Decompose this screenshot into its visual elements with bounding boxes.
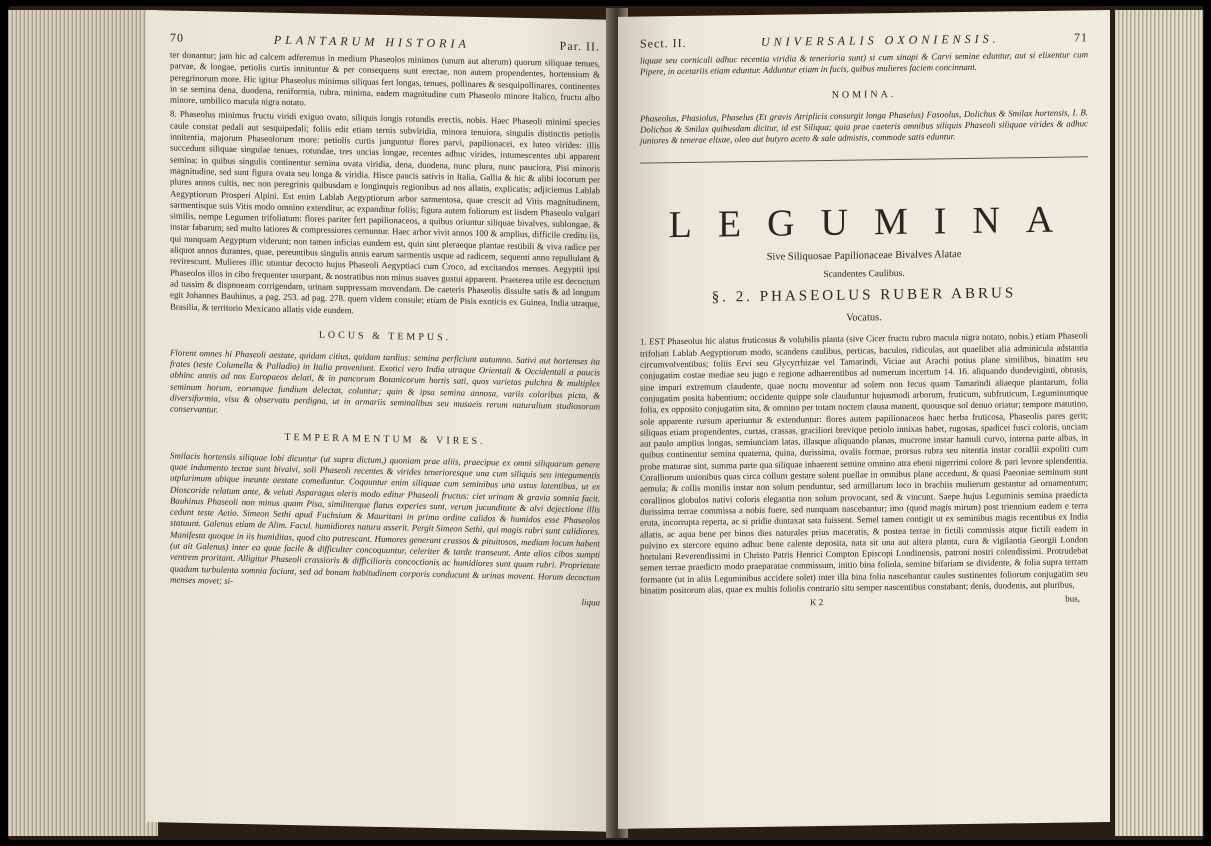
nomina-heading: NOMINA. [831,88,897,101]
left-catchword: liqua [581,597,600,608]
right-section-label: Sect. II. [640,35,687,51]
legumina-title: LEGUMINA [668,198,1080,247]
left-paragraph-2: 8. Phaseolus minimus fructu viridi exiguo ovato, siliquis longis rotundis erectis, nobis. Haec Phaseoli minimi species caule constat pedali aut sesquipedali; foliis edit etiam ternis subviridia, minora tenuiora, singulis distinctis petiolis innitentia, majorum Phaseolorum more: petiolis curtis junguntur flores parvi, papilionacei, ex luteo virides: illis succedunt siliquae singulae tenues, rotundae, tres uncias longae, recentes adhuc virides, intumescentes ubi apparent semina; in quibus singulis continentur semina ovata viridia, dena, duodena, nunc plura, nunc pauciora, Pisi minoris magnitudine, sed sunt figura ovata seu longa & viridia. Hisce paucis sativis in Italia, Gallia & hic & alibi locorum per plures annos cultis, nec non peregrinis quibusdam e longinquis regionibus ad nos allatis, explicatis; adjiciemus Lablab Aegyptiorum Prosperi Alpini. Est enim Lablab Aegyptiorum arbor sarmentosa, quae crescit ad Vitis magnitudinem, sarmentisque suis Vitis modo omnino extenditur, ac expanditur foliis; figura autem foliorum est iisdem Phaseolo vulgari similis, nempe Legumen trifoliatum: flores pariter fert papilionaceos, a quibus oriuntur siliquae bivalves, sublongae, & instar fabarum; sed multo latiores & compressiores cernuntur. Haec arbor vivit annos 100 & amplius, difficile creditu iis, qui nunquam Aegyptum viderunt; non tamen inficias eundem est, quin sint pleraeque plantae restibili & viva radice per aliquot annos durantes, quae, pereuntibus singulis annis earum sarmentis usque ad radicem, sequenti anno repullulant & revirescunt. Mulieres illic utuntur decocto hujus Phaseoli Aegyptiaci cum Croco, ad excitandos menses. Aegyptii ipsi Phaseolos illos in cibo frequenter usurpant, & nostratibus non minus suaves gustui apparent. Praeterea utile est decoctum ad tussim & dispnoeam corrigendam, urinam suppressam movendam. De caeteris Phaseolis dissulte satis & ad longum egit Johannes Bauhinus, a pag. 253. ad pag. 278. quem videm consule; etiam de Pisis exoticis ex Guinea, India utraque, Brasilia, & territorio Mexicano allatis vide eundem. [170,108,600,315]
nomina-text: Phaseolus, Phasiolus, Phaselus (Et gravis Atriplicis consurgit longa Phaselus) Fasoolus, Dolichus & Smilax hortensis, I. B. Dolichos & Smilax quibusdam dicitur, id est Siliqua; quia prae caeteris omnibus siliquis Phaseoli siliquae virides & adhuc juniores & tenerae elixae, oleo aut butyro aceto & sale admistis, commode satis eduntur. [640,106,1088,146]
legumina-subtitle-2: Scandentes Caulibus. [823,269,905,281]
left-page-number: 70 [170,30,184,45]
right-page [618,10,1110,829]
right-running-title: UNIVERSALIS OXONIENSIS. [761,31,1000,49]
locus-text: Florent omnes hi Phaseoli aestate, quidam citius, quidam tardius: semina perficiunt autumno. Sativi aut hortenses ita frates (teste Columella & Palladio) in Italia proveniunt. Exotici vero India utraque Orientali & Occidentali a paucis abhinc annis ad nos Europaeos delati, & in pancorum Botanicorum hortis sati, quos varietas pulchra & multiplex seminum horum, eorumque fundium delectat, coluntur; quin & ipsa semina annosa, variis coloribus picta, & diversiformia, visu & observatu perdigna, ut in armariis seminalibus seu musaeis rerum naturalium studiosorum conservantur. [170,347,600,415]
right-running-head [640,30,1088,51]
right-page-edges [1115,10,1203,836]
phaseolus-subheading: Vocatus. [846,312,882,325]
phaseolus-heading: §. 2. PHASEOLUS RUBER ABRUS [711,285,1017,307]
left-running-title: PLANTARUM HISTORIA [273,32,470,51]
right-page-footer [640,594,1088,610]
right-intro-text: liquae seu corniculi adhuc recentia viridia & tenerioria sunt) si cum sinapi & Carvi semine eduntur, aut si elixentur cum Pipere, in acetariis etiam eduntur. Adduntur etiam in fucis, quibus mulieres faciem concinnant. [640,49,1088,77]
phaseolus-description: 1. EST Phaseolus hic alatus fruticosus & volubilis planta (sive Cicer fructu rubro macula nigra notato, nobis.) etiam Phaseoli trifoliati Lablab Aegyptiorum modo, scandens caulibus, perticas, baculos, ridiculas, aut quaelibet alia adminicula adstantia circumvolventibus; foliis Ervi seu Glycyrrhizae vel Tamarindi, Viciae aut Arachi potius plane similibus, binatim seu conjugatim costae mediae seu jugo e regione adhaerentibus ad numerum incertum 14. 16. aliquando duodeviginti, obtusis, sine impari extremum claudente, quae noctu moventur ad solem non fecus quam Tamarindi aliaeque plantarum, folia conjugatim posita habentium; occidente quippe sole clauduntur hujusmodi arborum, fruticum, subfruticum, Leguminumque folia, ex opposito conjugatim sita, & omnino per totam noctem clausa manent, quousque sol denuo oriatur; tempore matutino, sole apparente rursum aperiuntur & extenduntur: flores autem papilionaceos haec herba fruticosa, Phaseolis pares gerit; siliquas etiam propendentes, curtas, crassas, graciliori brevique petiolo innixas habet, rugosas, spadicei fusci coloris, unciam aut paulo amplius longas, semiunciam latas, illasque aliquando planas, mucrone instar hamuli curvo, interna parte albas, in quibus continentur semina quaterna, quina, durissima, ovalis formae, prorsus rubra seu nitentia instar corallii expoliti cum probe maturae sint, summa parte qua siliquae inhaerent semine omnino atra ebeni nigerrimi colore & pari levore splendentia. Coralliorum unionibus quas circa collum gestare solent puellae in omnibus plane accedunt, & quasi Paeoniae seminum sunt aemula; & collis monilis instar non solum penduntur, sed armillarum loco in brachiis mulierum gestantur ad ornamentum; corallinos globulos nativi coloris elegantia non solum provocant, sed & vincunt. Saepe hujus Leguminis semina praedicta durissima terrae commissa a nobis fuere, sed nunquam nascebantur; imo (quod magis mirum) post triennium eadem e terra eruta, incorrupta reperta, ac si pridie duntaxat sata fuissent. Semel tamen contigit ut ex seminibus magis recentibus ex India allatis, ac aqua bene per binos dies naturales prius maceratis, & postea terrae in fictili commissis atque fictili eadem in pulvino ex stercore equino adhuc bene calente deposita, nata sit una aut altera planta, cura & vigilantia Georgii London hortulani Reverendissimi in Christo Patris Henrici Compton Episcopi Londinensis, patroni nostri colendissimi. Protrudebat semen terrae praedicto modo praeparatae commissum, initio bina foliola, semine bifariam se dividente, & folia supra terram formante (ut in aliis Leguminibus accidere solet) inter illa bina folia nascebantur caules sustinentes foliorum conjugatim seu binatim positorum alas, quae ex multis foliolis contrario situ semper nascentibus constabant; denis, duodenis, aut pluribus, [640,330,1088,596]
section-divider [640,157,1088,164]
right-page-number: 71 [1074,30,1088,45]
right-catchword: bus, [1065,593,1080,604]
left-part-label: Par. II. [559,38,600,54]
left-page-edges [8,10,158,836]
temperamentum-text: Smilacis hortensis siliquae lobi dicuntur (ut supra dictum,) quoniam prae aliis, praecipue ex omni siliquarum genere quae indumento tectae sunt bivalvi, soli Phaseoli recentes & virides tenerioresque una cum siliquis seu integumentis utplurimum ubique ineunte aestate comeduntur. Coquuntur enim siliquae cum seminibus una ustus latentibus, ut ex Dioscoride relatum ante, & veluti Asparagus oleris modo editur Phaseoli fructus: ciet urinam & gravia somnia facit. Bauhinus Phaseoli non minus quam Pisa, similiterque flatus experies sunt, verum jucunditate & alvi dejectione illis cedunt teste Aetio. Simeon Sethi apud Fuchsium & Mauritani in primo ordine calidos & humidos esse Phaseolos statuunt. Galenus etiam de Alim. Facul. humidiores natura asserit. Pergit Simeon Sethi, qui magis rubri sunt calidiores. Manifesta quoque in iis humiditas, quod cito putrescant. Humores generant crassos & pituitosos, mediam locum habent (ut ait Galenus) inter ea quae facile & difficulter concoquuntur, celeriter & tarde transeunt. Ante alios cibos sumpti ventrem proritant. Alligitur Phaseoli crassioris & difficilioris concoctionis ac humidiores sunt quam rubri. Proprietate quadam turbulenta somnia faciunt, sed ad bonam habitudinem corporis conducunt & urinas movent. Horum decoctum menses movet; si- [170,450,600,586]
signature-mark: K 2 [810,597,824,608]
locus-heading: LOCUS & TEMPUS. [318,329,452,344]
left-page [146,10,616,832]
left-paragraph-1: ter donantur; jam hic ad calcem adferemus in medium Phaseolos minimos (unum aut alterum) quorum siliquae tenues, parvae, & longae, petiolis curtis innituntur & per consequens sunt erectae, non autem propendentes, hortensium & peregrinorum more. Hic igitur Phaseolus minimus siliquas fert longas, tenues, pollinares & sesquipollinares, continentes in se semina dena, duodena, reniformia, rubra, minima, eadem magnitudine cum Phaseolo minore Italico, fructu albo minore, umbilico macula nigra notato. [170,49,600,108]
temperamentum-heading: TEMPERAMENTUM & VIRES. [284,431,486,447]
legumina-subtitle: Sive Siliquosae Papilionaceae Bivalves Alatae [766,249,962,264]
